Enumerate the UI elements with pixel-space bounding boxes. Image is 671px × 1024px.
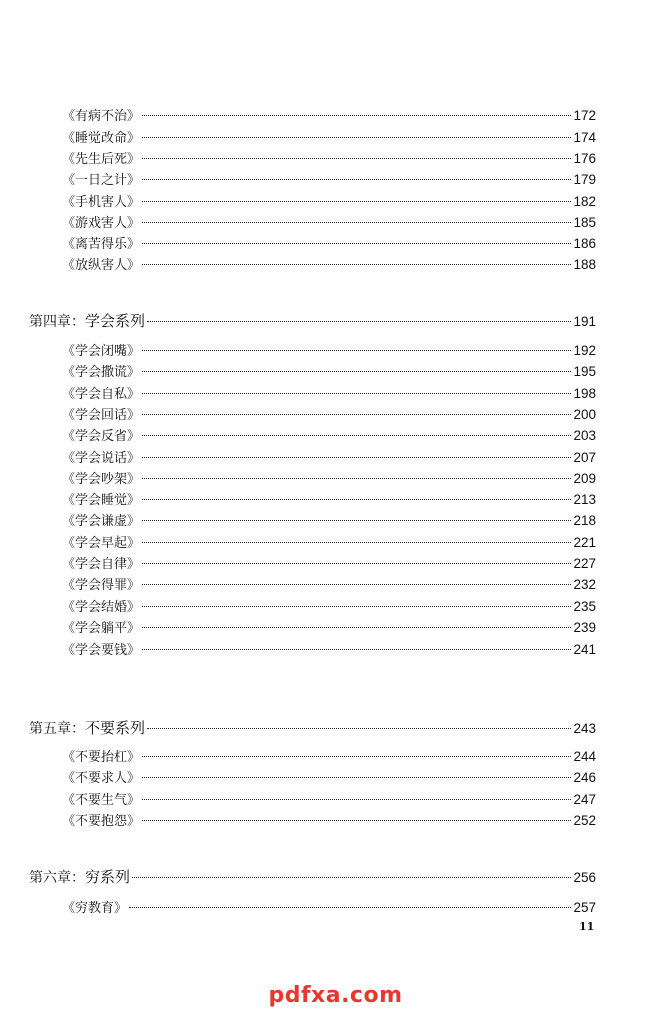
entry-page-number: 185 <box>573 215 596 230</box>
entry-title: 《游戏害人》 <box>62 216 141 231</box>
dot-leader <box>129 907 571 908</box>
entry-title: 《穷教育》 <box>62 901 128 916</box>
dot-leader <box>142 137 571 138</box>
entry-page-number: 172 <box>573 108 596 123</box>
dot-leader <box>142 627 571 628</box>
dot-leader <box>142 222 571 223</box>
entry-title: 《学会吵架》 <box>62 472 141 487</box>
toc-chapter-entry <box>29 718 596 738</box>
entry-page-number: 218 <box>573 513 596 528</box>
entry-page-number: 200 <box>573 407 596 422</box>
watermark: pdfxa.com <box>268 983 403 1008</box>
entry-page-number: 203 <box>573 428 596 443</box>
dot-leader <box>142 820 571 821</box>
entry-page-number: 227 <box>573 556 596 571</box>
toc-entry <box>62 469 596 489</box>
entry-title: 《学会说话》 <box>62 451 141 466</box>
dot-leader <box>142 179 571 180</box>
entry-page-number: 221 <box>573 535 596 550</box>
entry-title: 《手机害人》 <box>62 195 141 210</box>
entry-page-number: 257 <box>573 900 596 915</box>
toc-entry <box>62 618 596 638</box>
entry-page-number: 198 <box>573 386 596 401</box>
entry-page-number: 235 <box>573 599 596 614</box>
entry-title: 《离苦得乐》 <box>62 237 141 252</box>
toc-entry <box>62 426 596 446</box>
entry-title: 《学会撒谎》 <box>62 365 141 380</box>
entry-page-number: 243 <box>573 721 596 736</box>
dot-leader <box>142 414 571 415</box>
dot-leader <box>147 728 571 729</box>
toc-entry <box>62 790 596 810</box>
entry-title: 《学会反省》 <box>62 429 141 444</box>
entry-page-number: 232 <box>573 577 596 592</box>
dot-leader <box>142 158 571 159</box>
entry-title: 《学会闭嘴》 <box>62 344 141 359</box>
entry-title: 《学会回话》 <box>62 408 141 423</box>
entry-title: 《学会躺平》 <box>62 621 141 636</box>
chapter-prefix: 第六章： <box>29 870 85 886</box>
entry-title: 《睡觉改命》 <box>62 131 141 146</box>
toc-entry <box>62 490 596 510</box>
toc-entry <box>62 149 596 169</box>
toc-entry <box>62 255 596 275</box>
toc-entry <box>62 128 596 148</box>
chapter-title <box>29 718 145 739</box>
toc-chapter-entry <box>29 867 596 887</box>
entry-title: 《学会谦虚》 <box>62 514 141 529</box>
entry-page-number: 186 <box>573 236 596 251</box>
chapter-name: 不要系列 <box>85 719 146 737</box>
toc-entry <box>62 768 596 788</box>
entry-page-number: 174 <box>573 130 596 145</box>
page-number: 11 <box>579 920 595 933</box>
entry-page-number: 182 <box>573 194 596 209</box>
toc-entry <box>62 811 596 831</box>
dot-leader <box>142 478 571 479</box>
dot-leader <box>142 201 571 202</box>
toc-entry <box>62 170 596 190</box>
entry-page-number: 256 <box>573 870 596 885</box>
entry-page-number: 192 <box>573 343 596 358</box>
entry-title: 《学会睡觉》 <box>62 493 141 508</box>
entry-page-number: 213 <box>573 492 596 507</box>
entry-page-number: 246 <box>573 770 596 785</box>
toc-entry <box>62 448 596 468</box>
chapter-name: 学会系列 <box>85 312 146 330</box>
chapter-prefix: 第四章： <box>29 314 85 330</box>
entry-title: 《一日之计》 <box>62 173 141 188</box>
chapter-name: 穷系列 <box>85 868 131 886</box>
entry-title: 《不要抬杠》 <box>62 750 141 765</box>
chapter-prefix: 第五章： <box>29 721 85 737</box>
entry-page-number: 176 <box>573 151 596 166</box>
dot-leader <box>142 563 571 564</box>
entry-title: 《学会早起》 <box>62 536 141 551</box>
toc-entry <box>62 747 596 767</box>
entry-page-number: 179 <box>573 172 596 187</box>
entry-title: 《学会自私》 <box>62 387 141 402</box>
entry-title: 《放纵害人》 <box>62 258 141 273</box>
toc-entry <box>62 554 596 574</box>
toc-entry <box>62 575 596 595</box>
entry-page-number: 241 <box>573 642 596 657</box>
chapter-title <box>29 867 130 888</box>
dot-leader <box>142 371 571 372</box>
toc-entry <box>62 384 596 404</box>
toc-entry <box>62 192 596 212</box>
toc-chapter-entry <box>29 311 596 331</box>
entry-page-number: 207 <box>573 450 596 465</box>
dot-leader <box>142 799 571 800</box>
entry-title: 《不要抱怨》 <box>62 814 141 829</box>
toc-entry <box>62 533 596 553</box>
dot-leader <box>142 457 571 458</box>
dot-leader <box>142 243 571 244</box>
entry-title: 《不要求人》 <box>62 771 141 786</box>
entry-page-number: 188 <box>573 257 596 272</box>
entry-title: 《学会自律》 <box>62 557 141 572</box>
toc-entry <box>62 898 596 918</box>
dot-leader <box>142 777 571 778</box>
chapter-title <box>29 311 145 332</box>
entry-page-number: 195 <box>573 364 596 379</box>
toc-entry <box>62 234 596 254</box>
toc-entry <box>62 640 596 660</box>
entry-title: 《学会要钱》 <box>62 643 141 658</box>
dot-leader <box>132 877 571 878</box>
dot-leader <box>142 350 571 351</box>
entry-page-number: 252 <box>573 813 596 828</box>
entry-title: 《有病不治》 <box>62 109 141 124</box>
dot-leader <box>142 499 571 500</box>
entry-page-number: 239 <box>573 620 596 635</box>
toc-entry <box>62 597 596 617</box>
dot-leader <box>142 115 571 116</box>
entry-title: 《学会结婚》 <box>62 600 141 615</box>
toc-entry <box>62 213 596 233</box>
dot-leader <box>142 435 571 436</box>
entry-page-number: 244 <box>573 749 596 764</box>
entry-title: 《不要生气》 <box>62 793 141 808</box>
toc-entry <box>62 405 596 425</box>
toc-entry <box>62 106 596 126</box>
dot-leader <box>142 393 571 394</box>
entry-title: 《学会得罪》 <box>62 578 141 593</box>
toc-entry <box>62 511 596 531</box>
dot-leader <box>147 321 571 322</box>
entry-page-number: 247 <box>573 792 596 807</box>
entry-title: 《先生后死》 <box>62 152 141 167</box>
dot-leader <box>142 520 571 521</box>
toc-entry <box>62 362 596 382</box>
entry-page-number: 191 <box>573 314 596 329</box>
dot-leader <box>142 264 571 265</box>
entry-page-number: 209 <box>573 471 596 486</box>
dot-leader <box>142 584 571 585</box>
dot-leader <box>142 649 571 650</box>
dot-leader <box>142 756 571 757</box>
toc-entry <box>62 341 596 361</box>
dot-leader <box>142 542 571 543</box>
dot-leader <box>142 606 571 607</box>
